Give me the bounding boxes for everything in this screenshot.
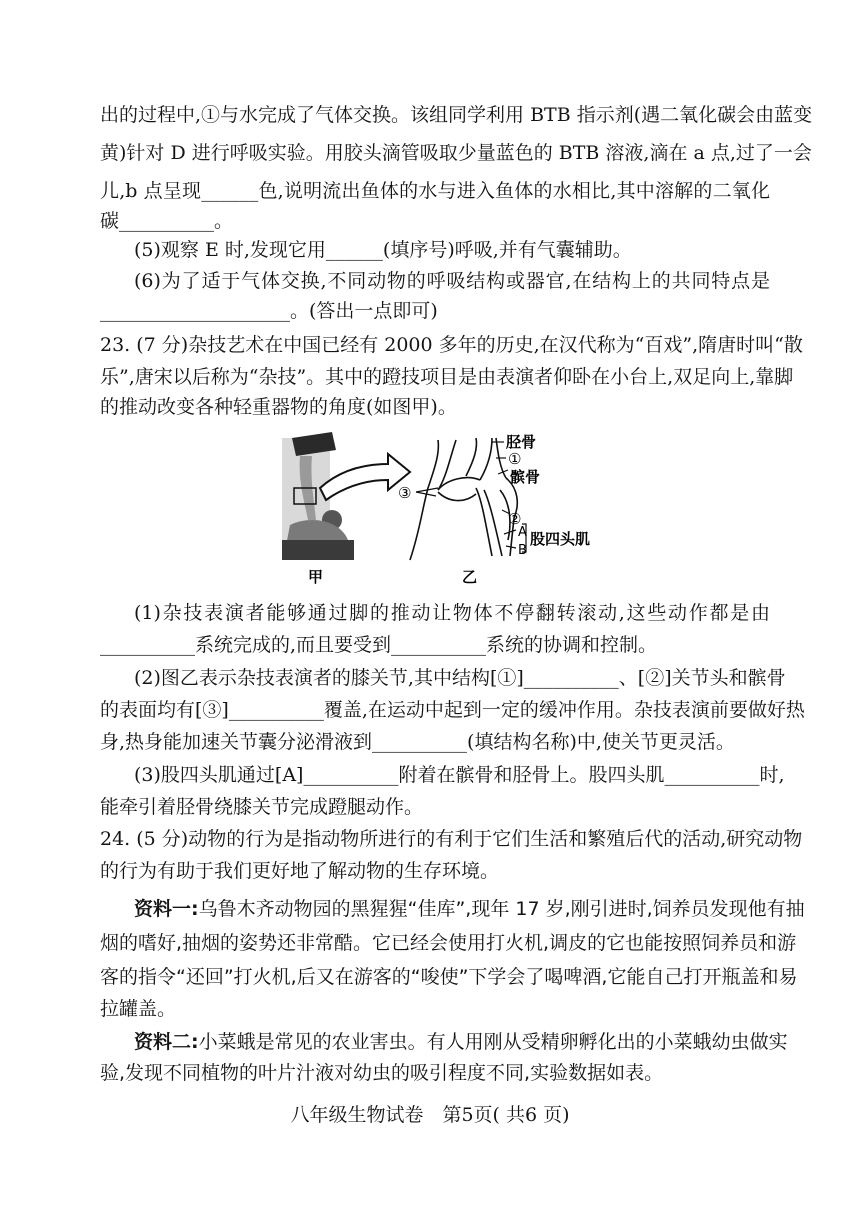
q24-material1-line-4: 拉罐盖。 [100,998,177,1020]
q24-material1-line-2: 烟的嗜好,抽烟的姿势还非常酷。它已经会使用打火机,调皮的它也能按照饲养员和游 [100,932,797,954]
label-tibia: 胫骨 [506,433,537,451]
label-jia: 甲 [308,568,324,586]
q24-intro-line-1: 24. (5 分)动物的行为是指动物所进行的有利于它们生活和繁殖后代的活动,研究动物 [100,828,803,850]
material1-text: 乌鲁木齐动物园的黑猩猩“佳库”,现年 17 岁,刚引进时,饲养员发现他有抽 [198,898,805,920]
label-patella: 髌骨 [510,468,541,486]
q24-material2-line-2: 验,发现不同植物的叶片汁液对幼虫的吸引程度不同,实验数据如表。 [100,1062,664,1084]
q23-intro-line-1: 23. (7 分)杂技艺术在中国已经有 2000 多年的历史,在汉代称为“百戏”,隋唐时叫“散 [100,334,803,356]
label-quadriceps: 股四头肌 [530,530,591,548]
label-3: ③ [398,484,412,502]
q22-text-line-3: 儿,b 点呈现______色,说明流出鱼体的水与进入鱼体的水相比,其中溶解的二氧化 [100,180,770,202]
page-footer: 八年级生物试卷 第5页( 共6 页) [290,1104,570,1126]
label-2: ② [508,510,522,528]
q24-material2-line-1 [134,1027,788,1057]
q22-text-line-4: 碳__________。 [100,210,234,232]
label-1: ① [508,450,522,468]
q23-sub2-line-2: 的表面均有[③]__________覆盖,在运动中起到一定的缓冲作用。杂技表演前要做好热 [100,699,805,721]
q23-sub3-line-1: (3)股四头肌通过[A]__________附着在髌骨和胫骨上。股四头肌__________时, [134,764,785,786]
q22-text-line-1: 出的过程中,①与水完成了气体交换。该组同学利用 BTB 指示剂(遇二氧化碳会由蓝变 [100,104,813,126]
q23-sub1-line-2: __________系统完成的,而且要受到__________系统的协调和控制。 [100,634,658,656]
label-yi: 乙 [462,568,478,586]
label-B: B [518,543,527,558]
label-A: A [518,525,527,540]
q22-sub5: (5)观察 E 时,发现它用______(填序号)呼吸,并有气囊辅助。 [134,239,632,261]
material2-text: 小菜蛾是常见的农业害虫。有人用刚从受精卵孵化出的小菜蛾幼虫做实 [198,1031,788,1053]
q23-sub2-line-1: (2)图乙表示杂技表演者的膝关节,其中结构[①]__________、[②]关节头和髌骨 [134,667,786,689]
knee-figure [270,430,610,590]
q23-intro-line-3: 的推动改变各种轻重器物的角度(如图甲)。 [100,396,457,418]
q23-sub1-line-1: (1)杂技表演者能够通过脚的推动让物体不停翻转滚动,这些动作都是由 [134,602,770,624]
q22-sub6-line-1: (6)为了适于气体交换,不同动物的呼吸结构或器官,在结构上的共同特点是 [134,270,770,292]
q24-material1-line-1 [134,894,805,924]
arrow-shape [320,454,410,500]
material2-label: 资料二: [134,1031,199,1053]
acrobat-photo [282,432,354,560]
q24-material1-line-3: 客的指令“还回”打火机,后又在游客的“唆使”下学会了喝啤酒,它能自己打开瓶盖和易 [100,966,798,988]
q23-sub2-line-3: 身,热身能加速关节囊分泌滑液到__________(填结构名称)中,使关节更灵活。 [100,731,735,753]
q24-intro-line-2: 的行为有助于我们更好地了解动物的生存环境。 [100,860,500,882]
q23-sub3-line-2: 能牵引着胫骨绕膝关节完成蹬腿动作。 [100,796,424,818]
q22-text-line-2: 黄)针对 D 进行呼吸实验。用胶头滴管吸取少量蓝色的 BTB 溶液,滴在 a 点,过了一会 [100,142,812,164]
material1-label: 资料一: [134,898,199,920]
q23-intro-line-2: 乐”,唐宋以后称为“杂技”。其中的蹬技项目是由表演者仰卧在小台上,双足向上,靠脚 [100,366,794,388]
knee-diagram [410,438,517,560]
q22-sub6-line-2: ____________________。(答出一点即可) [100,300,438,322]
